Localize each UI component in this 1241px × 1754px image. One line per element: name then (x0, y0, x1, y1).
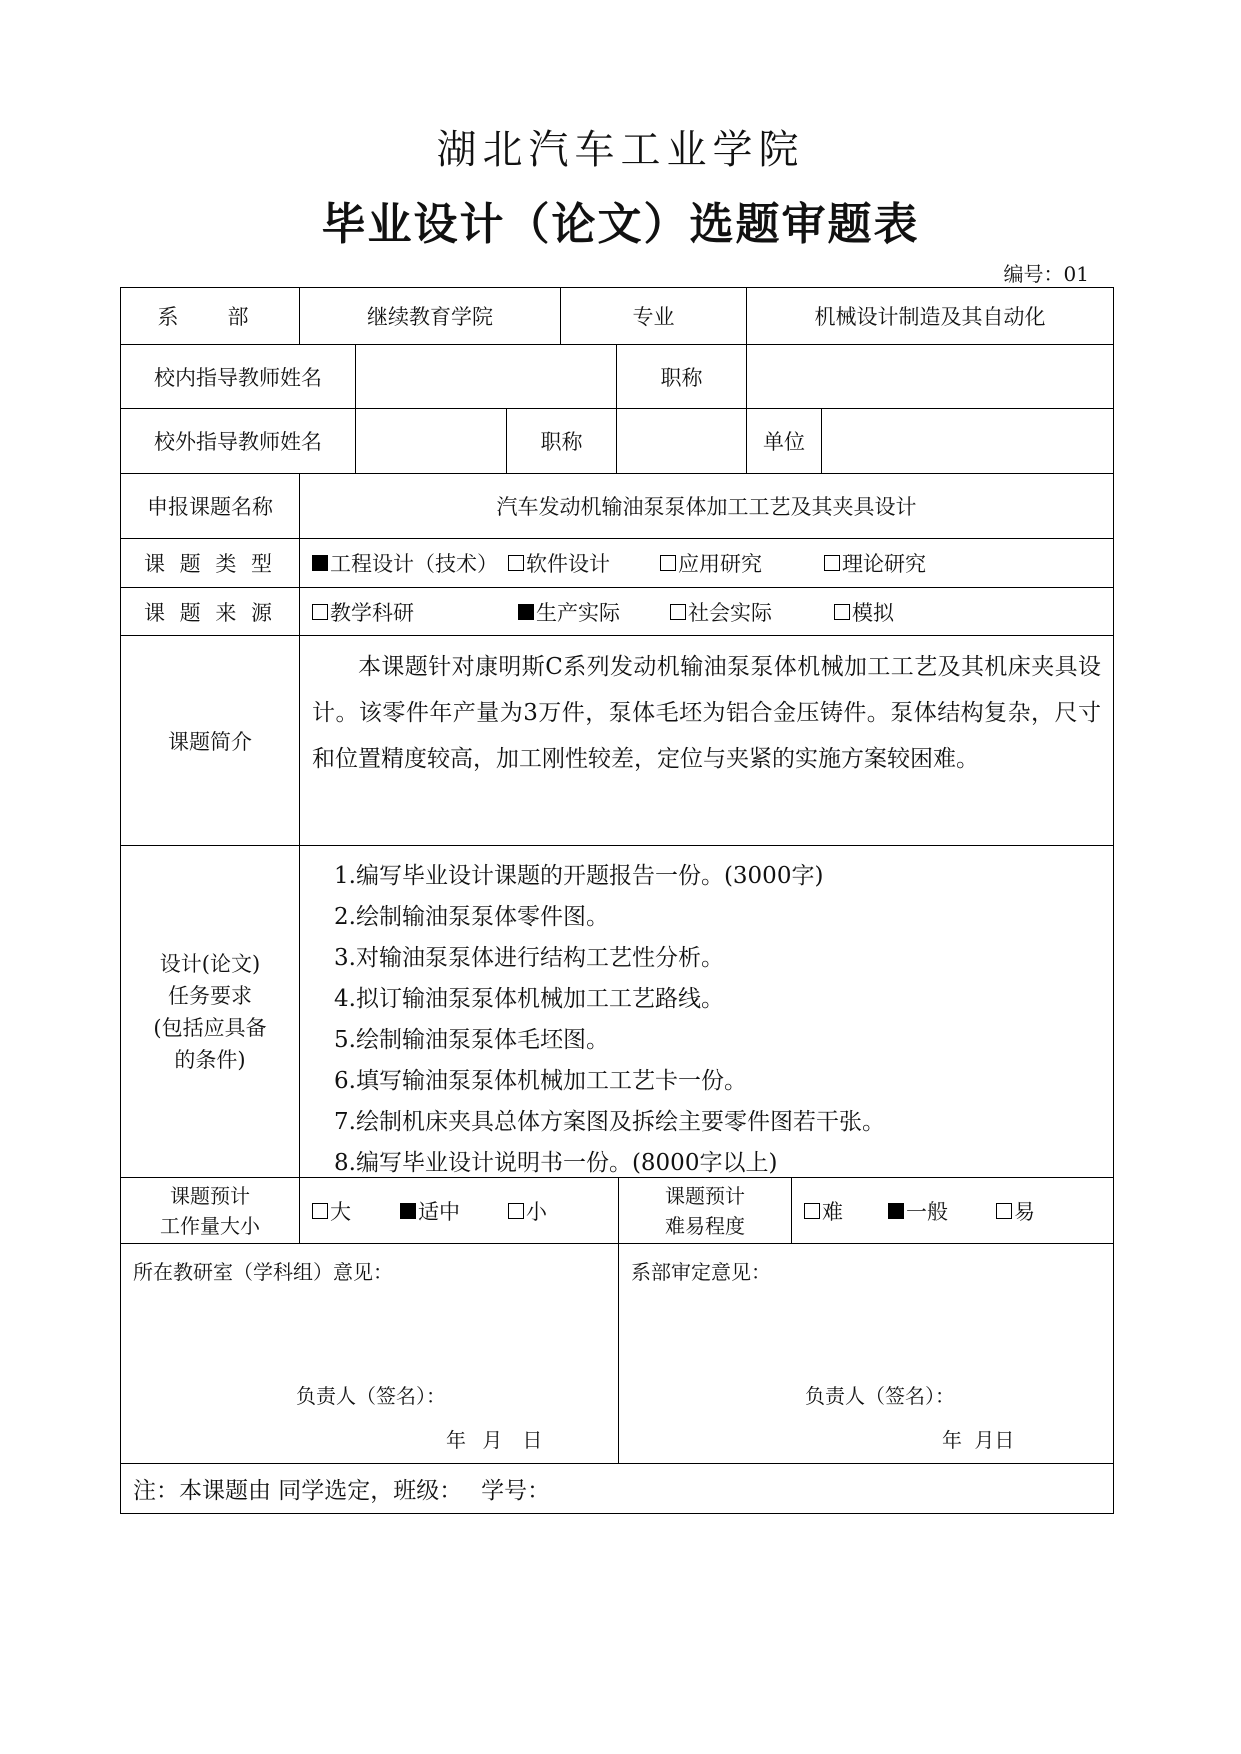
tasks-label-line: 的条件) (174, 1047, 246, 1072)
option-label: 理论研究 (842, 552, 926, 576)
teaching-office-date-label: 年 月 日 (446, 1428, 543, 1452)
major-value: 机械设计制造及其自动化 (814, 305, 1046, 329)
task-item: 3.对输油泵泵体进行结构工艺性分析。 (334, 945, 724, 971)
topic-source-label: 课 题 来 源 (143, 600, 277, 625)
internal-advisor-title-label: 职称 (660, 365, 703, 390)
intro-label: 课题简介 (168, 729, 252, 754)
checkbox-checked-icon (518, 604, 534, 620)
topic-name-label-cell (120, 473, 300, 539)
topic-source-label-cell (120, 587, 300, 636)
department-opinion-header: 系部审定意见： (631, 1260, 771, 1284)
topic-source-option-social[interactable] (670, 588, 772, 635)
external-advisor-label-cell (120, 408, 356, 474)
unit-label: 单位 (763, 430, 805, 454)
difficulty-label-line: 难易程度 (665, 1213, 745, 1238)
tasks-label-line: 任务要求 (167, 983, 252, 1008)
topic-name-field[interactable] (299, 473, 1114, 539)
major-label-cell (560, 287, 747, 345)
external-advisor-title-label-cell (506, 408, 617, 474)
document-number: 编号：01 (1003, 262, 1089, 286)
major-value-cell[interactable] (746, 287, 1114, 345)
option-label: 工程设计（技术） (330, 552, 498, 576)
option-label: 社会实际 (688, 600, 772, 625)
topic-source-options (299, 587, 1114, 636)
option-label: 适中 (418, 1199, 460, 1224)
teaching-office-signer-label: 负责人（签名）： (296, 1384, 446, 1408)
department-opinion-field[interactable] (618, 1243, 1114, 1464)
external-advisor-label: 校外指导教师姓名 (154, 430, 322, 454)
task-item: 1.编写毕业设计课题的开题报告一份。(3000字) (334, 863, 824, 889)
note-row (120, 1463, 1114, 1514)
difficulty-option-easy[interactable] (996, 1178, 1035, 1243)
topic-type-option-theory[interactable] (824, 539, 926, 587)
note-text: 注：本课题由 同学选定，班级： 学号： (133, 1478, 551, 1504)
checkbox-empty-icon (824, 555, 840, 571)
difficulty-option-normal[interactable] (888, 1178, 948, 1243)
topic-source-option-simulation[interactable] (834, 588, 894, 635)
option-label: 易 (1014, 1199, 1035, 1224)
workload-option-large[interactable] (312, 1178, 351, 1243)
form-title: 毕业设计（论文）选题审题表 (321, 199, 920, 250)
workload-option-medium[interactable] (400, 1178, 460, 1243)
dept-label-cell (120, 287, 300, 345)
intro-field[interactable] (299, 635, 1114, 846)
topic-type-options (299, 538, 1114, 588)
option-label: 软件设计 (526, 552, 610, 576)
tasks-field[interactable] (299, 845, 1114, 1178)
topic-source-option-research[interactable] (312, 588, 414, 635)
internal-advisor-name-field[interactable] (355, 344, 617, 409)
option-label: 教学科研 (330, 600, 414, 625)
teaching-office-opinion-field[interactable] (120, 1243, 619, 1464)
external-advisor-name-field[interactable] (355, 408, 507, 474)
task-item: 8.编写毕业设计说明书一份。(8000字以上) (334, 1150, 778, 1176)
difficulty-label-cell (618, 1177, 792, 1244)
task-item: 5.绘制输油泵泵体毛坯图。 (334, 1027, 609, 1053)
tasks-label-cell (120, 845, 300, 1178)
external-advisor-title-label: 职称 (540, 430, 583, 454)
dept-value-cell[interactable] (299, 287, 561, 345)
task-item: 4.拟订输油泵泵体机械加工工艺路线。 (334, 986, 724, 1012)
option-label: 模拟 (852, 600, 894, 625)
checkbox-empty-icon (312, 1203, 328, 1219)
option-label: 应用研究 (678, 552, 762, 576)
workload-label-line: 工作量大小 (160, 1213, 260, 1238)
topic-name-value: 汽车发动机输油泵泵体加工工艺及其夹具设计 (496, 495, 917, 519)
intro-text: 本课题针对康明斯C系列发动机输油泵泵体机械加工工艺及其机床夹具设计。该零件年产量为3万件，泵体毛坯为铝合金压铸件。泵体结构复杂，尺寸和位置精度较高，加工刚性较差，定位与夹紧的实施方案较困难。 (312, 654, 1101, 772)
option-label: 难 (822, 1199, 843, 1224)
tasks-label-line: 设计(论文) (159, 951, 261, 976)
topic-type-option-applied[interactable] (660, 539, 762, 587)
workload-options (299, 1177, 619, 1244)
checkbox-checked-icon (400, 1203, 416, 1219)
topic-source-option-production[interactable] (518, 588, 620, 635)
checkbox-empty-icon (670, 604, 686, 620)
internal-advisor-title-field[interactable] (746, 344, 1114, 409)
workload-label-line: 课题预计 (170, 1183, 250, 1208)
workload-label-cell (120, 1177, 300, 1244)
checkbox-empty-icon (834, 604, 850, 620)
teaching-office-opinion-header: 所在教研室（学科组）意见： (133, 1260, 393, 1284)
major-label: 专业 (632, 305, 675, 329)
topic-type-option-software[interactable] (508, 539, 610, 587)
difficulty-option-hard[interactable] (804, 1178, 843, 1243)
internal-advisor-label: 校内指导教师姓名 (154, 365, 322, 390)
option-label: 生产实际 (536, 600, 620, 625)
topic-name-label: 申报课题名称 (147, 495, 273, 519)
external-advisor-title-field[interactable] (616, 408, 747, 474)
tasks-label-line: (包括应具备 (153, 1015, 267, 1040)
task-list (300, 846, 1113, 1184)
topic-type-option-engineering[interactable] (312, 539, 498, 587)
task-item: 2.绘制输油泵泵体零件图。 (334, 904, 609, 930)
option-label: 小 (526, 1199, 547, 1224)
difficulty-label-line: 课题预计 (665, 1183, 745, 1208)
internal-advisor-label-cell (120, 344, 356, 409)
difficulty-options (791, 1177, 1114, 1244)
intro-label-cell (120, 635, 300, 846)
topic-type-label-cell (120, 538, 300, 588)
department-signer-label: 负责人（签名）： (805, 1384, 955, 1408)
option-label: 大 (330, 1199, 351, 1224)
checkbox-checked-icon (312, 555, 328, 571)
unit-label-cell (746, 408, 822, 474)
dept-value: 继续教育学院 (367, 305, 493, 329)
task-item: 7.绘制机床夹具总体方案图及拆绘主要零件图若干张。 (334, 1109, 885, 1135)
option-label: 一般 (906, 1199, 948, 1224)
topic-type-label: 课 题 类 型 (143, 552, 277, 576)
unit-field[interactable] (821, 408, 1114, 474)
workload-option-small[interactable] (508, 1178, 547, 1243)
department-date-label: 年 月日 (942, 1428, 1015, 1452)
internal-advisor-title-label-cell (616, 344, 747, 409)
task-item: 6.填写输油泵泵体机械加工工艺卡一份。 (334, 1068, 747, 1094)
checkbox-empty-icon (508, 1203, 524, 1219)
checkbox-empty-icon (996, 1203, 1012, 1219)
checkbox-empty-icon (660, 555, 676, 571)
dept-label: 系 部 (157, 305, 263, 329)
checkbox-empty-icon (804, 1203, 820, 1219)
checkbox-checked-icon (888, 1203, 904, 1219)
checkbox-empty-icon (508, 555, 524, 571)
school-name: 湖北汽车工业学院 (436, 127, 805, 173)
checkbox-empty-icon (312, 604, 328, 620)
